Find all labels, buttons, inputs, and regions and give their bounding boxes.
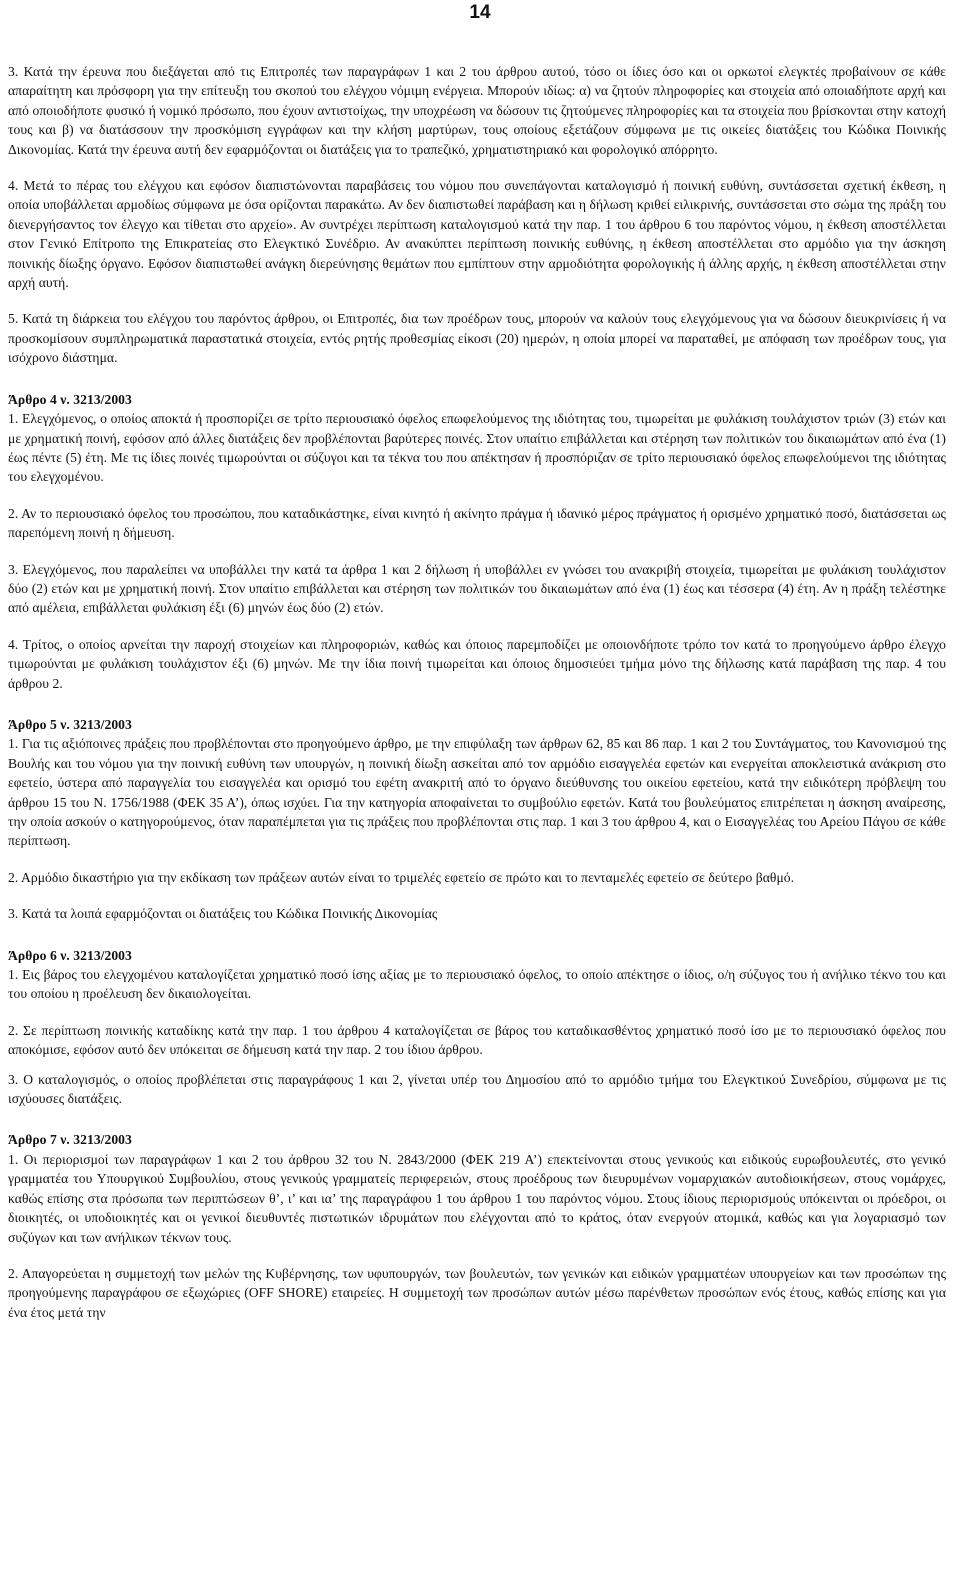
document-body	[8, 62, 946, 1322]
paragraph-art4-par2: 2. Αν το περιουσιακό όφελος του προσώπου, που καταδικάστηκε, είναι κινητό ή ακίνητο πράγμα ή ιδανικό μέρος πράγματος ή ορισμένο χρηματικό ποσό, διατάσσεται ως παρεπόμενη ποινή η δήμευση.	[8, 505, 946, 541]
paragraph-art6-par2: 2. Σε περίπτωση ποινικής καταδίκης κατά την παρ. 1 του άρθρου 4 καταλογίζεται σε βάρος του καταδικασθέντος χρηματικό ποσό ίσο με το περιουσιακό όφελος που αποκόμισε, εφόσον αυτό δεν υπόκειται σε δήμευση κατά την παρ. 2 του ίδιου άρθρου.	[8, 1022, 946, 1058]
paragraph-art4-par1: 1. Ελεγχόμενος, ο οποίος αποκτά ή προσπορίζει σε τρίτο περιουσιακό όφελος επωφελούμενος της ιδιότητας του, τιμωρείται με φυλάκιση τουλάχιστον τριών (3) ετών και με χρηματική ποινή, εφόσον από άλλες διατάξεις δεν προβλέπονται βαρύτερες ποινές. Στον υπαίτιο επιβάλλεται και στέρηση των πολιτικών του δικαιωμάτων από ένα (1) έως πέντε (5) έτη. Με τις ίδιες ποινές τιμωρούνται οι σύζυγοι και τα τέκνα του που απέκτησαν ή προσπόριζαν σε τρίτο περιουσιακό όφελος επωφελούμενοι της ιδιότητας του ελεγχομένου.	[8, 411, 946, 485]
paragraph-art4-par3: 3. Ελεγχόμενος, που παραλείπει να υποβάλλει την κατά τα άρθρα 1 και 2 δήλωση ή υποβάλλει εν γνώσει του ανακριβή στοιχεία, τιμωρείται με φυλάκιση τουλάχιστον δύο (2) ετών και με χρηματική ποινή. Στον υπαίτιο επιβάλλεται και στέρηση των πολιτικών του δικαιωμάτων από ένα (1) έως και τέσσερα (4) έτη. Αν η πράξη τελέστηκε από αμέλεια, επιβάλλεται φυλάκιση έξι (6) μηνών έως δύο (2) ετών.	[8, 561, 946, 616]
paragraph-art4-par4: 4. Τρίτος, ο οποίος αρνείται την παροχή στοιχείων και πληροφοριών, καθώς και όποιος παρεμποδίζει με οποιονδήποτε τρόπο τον κατά το προηγούμενο άρθρο έλεγχο τιμωρούνται με φυλάκιση τουλάχιστον έξι (6) μηνών. Με την ίδια ποινή τιμωρείται και όποιος δημοσιεύει τμήμα μόνο της δήλωσης κατά παράβαση της παρ. 4 του άρθρου 2.	[8, 636, 946, 691]
page-number: 14	[469, 2, 491, 23]
article-5-heading: Άρθρο 5 ν. 3213/2003	[8, 716, 132, 732]
article-4-heading: Άρθρο 4 ν. 3213/2003	[8, 391, 132, 407]
article-7-heading: Άρθρο 7 ν. 3213/2003	[8, 1132, 132, 1148]
paragraph-art7-par1: 1. Οι περιορισμοί των παραγράφων 1 και 2 του άρθρου 32 του Ν. 2843/2000 (ΦΕΚ 219 Α’) επεκτείνονται στους γενικούς και ειδικούς ευρωβουλευτές, στο γενικό γραμματέα του Υπουργικού Συμβουλίου, στους γενικούς γραμματείς περιφερειών, στους προέδρους των διευρυμένων νομαρχιακών αυτοδιοικήσεων, στους νομάρχες, καθώς επίσης στα πρόσωπα των περιπτώσεων θ’, ι’ και ια’ της παραγράφου 1 του άρθρου 1 του παρόντος νόμου. Στους ίδιους περιορισμούς υπόκεινται οι πρόεδροι, οι διοικητές, οι υποδιοικητές και οι γενικοί διευθυντές πιστωτικών ιδρυμάτων που ελέγχονται από το κράτος, όταν ενεργούν ατομικά, καθώς και για λογαριασμό των συζύγων και των ανήλικων τέκνων τους.	[8, 1151, 946, 1245]
paragraph-art6-par1: 1. Εις βάρος του ελεγχομένου καταλογίζεται χρηματικό ποσό ίσης αξίας με το περιουσιακό όφελος, το οποίο απέκτησε ο ίδιος, ο/η σύζυγος του ή ανήλικο τέκνο του και του οποίου η προέλευση δεν δικαιολογείται.	[8, 967, 946, 1002]
paragraph-art7-par2: 2. Απαγορεύεται η συμμετοχή των μελών της Κυβέρνησης, των υφυπουργών, των βουλευτών, των γενικών και ειδικών γραμματέων υπουργείων και των προσώπων της προηγούμενης παραγράφου σε εξωχώριες (OFF SHORE) εταιρείες. Η συμμετοχή των προσώπων αυτών μέσω παρένθετων προσώπων ενός έτους, καθώς επίσης και για ένα έτος μετά την	[8, 1265, 946, 1320]
paragraph-art6-par3: 3. Ο καταλογισμός, ο οποίος προβλέπεται στις παραγράφους 1 και 2, γίνεται υπέρ του Δημοσίου από το αρμόδιο τμήμα του Ελεγκτικού Συνεδρίου, σύμφωνα με τις ισχύουσες διατάξεις.	[8, 1071, 946, 1107]
paragraph-art3-par3: 3. Κατά την έρευνα που διεξάγεται από τις Επιτροπές των παραγράφων 1 και 2 του άρθρου αυτού, τόσο οι ίδιες όσο και οι ορκωτοί ελεγκτές προβαίνουν σε κάθε απαραίτητη και πρόσφορη για την επίτευξη του σκοπού του ελέγχου νόμιμη ενέργεια. Μπορούν ιδίως: α) να ζητούν πληροφορίες και στοιχεία από οποιαδήποτε αρχή και από οποιοδήποτε φυσικό ή νομικό πρόσωπο, που έχουν αντιστοίχως, την υποχρέωση να δώσουν τις ζητούμενες πληροφορίες και τα στοιχεία που βρίσκονται στην κατοχή τους και β) να διατάσσουν την προσκόμιση εγγράφων και την κλήση μαρτύρων, τους οποίους εξετάζουν σύμφωνα με τις οικείες διατάξεις του Κώδικα Ποινικής Δικονομίας. Κατά την έρευνα αυτή δεν εφαρμόζονται οι διατάξεις για το τραπεζικό, χρηματιστηριακό και φορολογικό απόρρητο.	[8, 64, 946, 157]
paragraph-art3-par5: 5. Κατά τη διάρκεια του ελέγχου του παρόντος άρθρου, οι Επιτροπές, δια των προέδρων τους, μπορούν να καλούν τους ελεγχόμενους για να δώσουν διευκρινίσεις ή να προσκομίσουν συμπληρωματικά παραστατικά στοιχεία, εντός ρητής προθεσμίας είκοσι (20) ημερών, η οποία μπορεί να παραταθεί, με απόφαση των προέδρων τους, για ισόχρονο διάστημα.	[8, 311, 946, 366]
article-6-heading: Άρθρο 6 ν. 3213/2003	[8, 947, 132, 963]
paragraph-art5-par1: 1. Για τις αξιόποινες πράξεις που προβλέπονται στο προηγούμενο άρθρο, με την επιφύλαξη των άρθρων 62, 85 και 86 παρ. 1 και 2 του Συντάγματος, του Κανονισμού της Βουλής και του νόμου για την ποινική ευθύνη των υπουργών, η ποινική δίωξη ασκείται από τον αρμόδιο εισαγγελέα εφετών και ενεργείται αποκλειστικά ανάκριση στο εφετείο, ύστερα από παραγγελία του εισαγγελέα και ορισμό του εφέτη ανακριτή από το όργανο διεύθυνσης του οικείου εφετείου, κατά την ειδικότερη πρόβλεψη του άρθρου 15 του Ν. 1756/1988 (ΦΕΚ 35 Α’), όπως ισχύει. Για την κατηγορία αποφαίνεται το συμβούλιο εφετών. Κατά του βουλεύματος επιτρέπεται η άσκηση αναίρεσης, την οποία ασκούν ο κατηγορούμενος, όταν παραπέμπεται για τις πράξεις που προβλέπονται στις παρ. 1 και 3 του άρθρου 4, και ο Εισαγγελέας του Αρείου Πάγου σε κάθε περίπτωση.	[8, 736, 946, 849]
paragraph-art5-par3: 3. Κατά τα λοιπά εφαρμόζονται οι διατάξεις του Κώδικα Ποινικής Δικονομίας	[8, 906, 438, 922]
paragraph-art5-par2: 2. Αρμόδιο δικαστήριο για την εκδίκαση των πράξεων αυτών είναι το τριμελές εφετείο σε πρώτο και το πενταμελές εφετείο σε δεύτερο βαθμό.	[8, 869, 795, 885]
paragraph-art3-par4: 4. Μετά το πέρας του ελέγχου και εφόσον διαπιστώνονται παραβάσεις του νόμου που συνεπάγονται καταλογισμό ή ποινική ευθύνη, συντάσσεται σχετική έκθεση, η οποία υποβάλλεται αρμοδίως σύμφωνα με όσα ορίζονται παρακάτω. Αν δεν διαπιστωθεί παράβαση και η δήλωση κριθεί ειλικρινής, συντάσσεται στο σώμα της πράξη του διενεργήσαντος τον έλεγχο και τίθεται στο αρχείο». Αν συντρέχει περίπτωση καταλογισμού κατά την παρ. 1 του άρθρου 6 του παρόντος νόμου, η έκθεση αποστέλλεται στον Γενικό Επίτροπο της Επικρατείας στο Ελεγκτικό Συνέδριο. Αν ανακύπτει περίπτωση ποινικής ευθύνης, η έκθεση αποστέλλεται στο αρμόδιο για την άσκηση ποινικής δίωξης όργανο. Εφόσον διαπιστωθεί ανάγκη διερεύνησης θεμάτων που εμπίπτουν στην αρμοδιότητα φορολογικής ή άλλης αρχής, η έκθεση αποστέλλεται στην αρχή αυτή.	[8, 178, 946, 291]
